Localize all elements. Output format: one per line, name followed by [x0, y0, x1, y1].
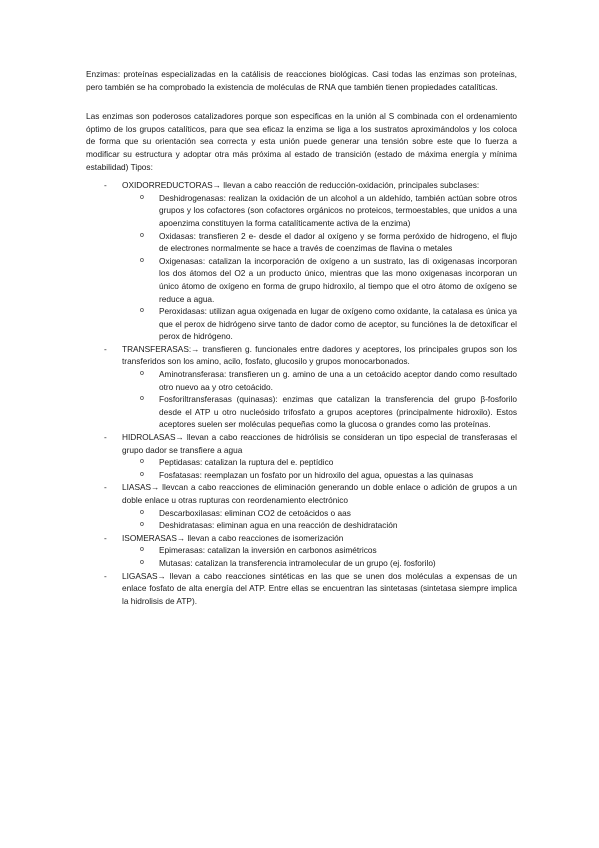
circle-bullet: o — [140, 558, 144, 566]
subclass-item — [86, 305, 517, 343]
subclass-text: Peroxidasas: utilizan agua oxigenada en lugar de oxígeno como oxidante, la catalasa es única ya que el perox de hidrógeno sirve tanto de dador como de aceptor, su funciónes la de detoxificar el perox de hidrógeno. — [159, 306, 517, 342]
circle-bullet: o — [140, 458, 144, 466]
subclass-item — [86, 557, 517, 570]
circle-bullet: o — [140, 256, 144, 264]
enzyme-class-text: TRANSFERASAS:→ transfieren g. funcionales entre dadores y aceptores, los principales grupos son los transferidos son los amino, acilo, fosfato, glucosilo y grupos monocarbonados. — [122, 343, 517, 367]
subclass-text: Deshidratasas: eliminan agua en una reacción de deshidratación — [159, 520, 398, 531]
enzyme-class-item — [86, 481, 517, 531]
catalysis-paragraph: Las enzimas son poderosos catalizadores porque son especificas en la unión al S combinada con el ordenamiento óptimo de los grupos catalíticos, para que sea eficaz la enzima se liga a los sustratos aproximándolos y los coloca de forma que su orientación sea correcta y esta unión puede generar una tensión sobre este que lo fuerza a modificar su estructura y adoptar otra más próxima al estado de transición (estado de máxima energía y mínima estabilidad) Tipos: — [86, 111, 517, 172]
enzyme-class-item — [86, 179, 517, 343]
subclass-list — [122, 456, 517, 481]
dash-bullet: - — [104, 570, 107, 581]
subclass-text: Epimerasas: catalizan la inversión en carbonos asimétricos — [159, 545, 377, 556]
subclass-item — [86, 519, 517, 532]
subclass-item — [86, 393, 517, 431]
intro-paragraph: Enzimas: proteínas especializadas en la catálisis de reacciones biológicas. Casi todas las enzimas son proteínas, pero también se ha comprobado la existencia de moléculas de RNA que también tienen propiedades catalíticas. — [86, 69, 517, 92]
enzyme-class-text: LIGASAS→ llevan a cabo reacciones sintéticas en las que se unen dos moléculas a expensas de un enlace fosfato de alta energía del ATP. Entre ellas se encuentran las sintetasas (sintetasa siempre implica la hidrolisis de ATP). — [122, 570, 517, 606]
circle-bullet: o — [140, 395, 144, 403]
subclass-text: Aminotransferasa: transfieren un g. amino de una a un cetoácido aceptor dando como resultado otro nuevo aa y otro cetoácido. — [159, 369, 517, 392]
subclass-item — [86, 230, 517, 255]
subclass-text: Peptidasas: catalizan la ruptura del e. peptídico — [159, 457, 334, 468]
subclass-text: Descarboxilasas: eliminan CO2 de cetoácidos o aas — [159, 507, 351, 518]
circle-bullet: o — [140, 307, 144, 315]
subclass-item — [86, 456, 517, 469]
dash-bullet: - — [104, 432, 107, 443]
enzyme-class-item — [86, 532, 517, 570]
subclass-list — [122, 507, 517, 532]
enzyme-class-list — [86, 179, 517, 607]
enzyme-class-text: HIDROLASAS→ llevan a cabo reacciones de hidrólisis se consideran un tipo especial de transferasas el grupo dador se transfiere a agua — [122, 432, 517, 455]
enzyme-class-text: ISOMERASAS→ llevan a cabo reacciones de isomerización — [122, 532, 344, 543]
subclass-item — [86, 544, 517, 557]
subclass-item — [86, 255, 517, 305]
subclass-text: Deshidrogenasas: realizan la oxidación de un alcohol a un aldehído, también actúan sobre otros grupos y los cofactores (son cofactores orgánicos no proteicos, termoestables, que unidos a una apoenzima constituyen la forma catalíticamente activa de la enzima) — [159, 192, 517, 228]
subclass-text: Fosforiltransferasas (quinasas): enzimas que catalizan la transferencia del grupo β-fosforilo desde el ATP u otro nucleósido trifosfato a grupos aceptores (principalmente hidroxilo). Estos aceptores suelen ser moléculas pequeñas como la glucosa o grandes como las proteínas. — [159, 394, 517, 430]
subclass-list — [122, 544, 517, 569]
subclass-text: Oxidasas: transfieren 2 e- desde el dador al oxígeno y se forma peróxido de hidrogeno, el flujo de electrones normalmente se hace a través de coenzimas de flavina o metales — [159, 230, 517, 254]
circle-bullet: o — [140, 193, 144, 201]
circle-bullet: o — [140, 231, 144, 239]
subclass-text: Mutasas: catalizan la transferencia intramolecular de un grupo (ej. fosforilo) — [159, 557, 436, 568]
subclass-text: Fosfatasas: reemplazan un fosfato por un hidroxilo del agua, opuestas a las quinasas — [159, 469, 474, 480]
enzyme-class-item — [86, 570, 517, 608]
subclass-list — [122, 192, 517, 343]
circle-bullet: o — [140, 508, 144, 516]
subclass-item — [86, 507, 517, 520]
document-body — [86, 68, 517, 607]
enzyme-class-item — [86, 431, 517, 481]
enzyme-class-text: LIASAS→ llevcan a cabo reacciones de eliminación generando un doble enlace o adición de grupos a un doble enlace u otras rupturas con reordenamiento electrónico — [122, 482, 517, 505]
enzyme-class-item — [86, 343, 517, 431]
circle-bullet: o — [140, 370, 144, 378]
subclass-item — [86, 469, 517, 482]
circle-bullet: o — [140, 546, 144, 554]
dash-bullet: - — [104, 343, 107, 354]
subclass-item — [86, 192, 517, 230]
subclass-list — [122, 368, 517, 431]
enzyme-class-text: OXIDORREDUCTORAS→ llevan a cabo reacción de reducción-oxidación, principales subclases: — [122, 180, 480, 191]
dash-bullet: - — [104, 532, 107, 543]
subclass-text: Oxigenasas: catalizan la incorporación de oxígeno a un sustrato, las di oxigenasas incorporan los dos átomos del O2 a un producto único, mientras que las mono oxigenasas incorporan un único átomo de oxígeno en forma de grupo hidroxilo, al tiempo que el otro átomo de oxígeno se reduce a agua. — [159, 255, 517, 304]
dash-bullet: - — [104, 180, 107, 191]
circle-bullet: o — [140, 470, 144, 478]
subclass-item — [86, 368, 517, 393]
dash-bullet: - — [104, 482, 107, 493]
circle-bullet: o — [140, 521, 144, 529]
